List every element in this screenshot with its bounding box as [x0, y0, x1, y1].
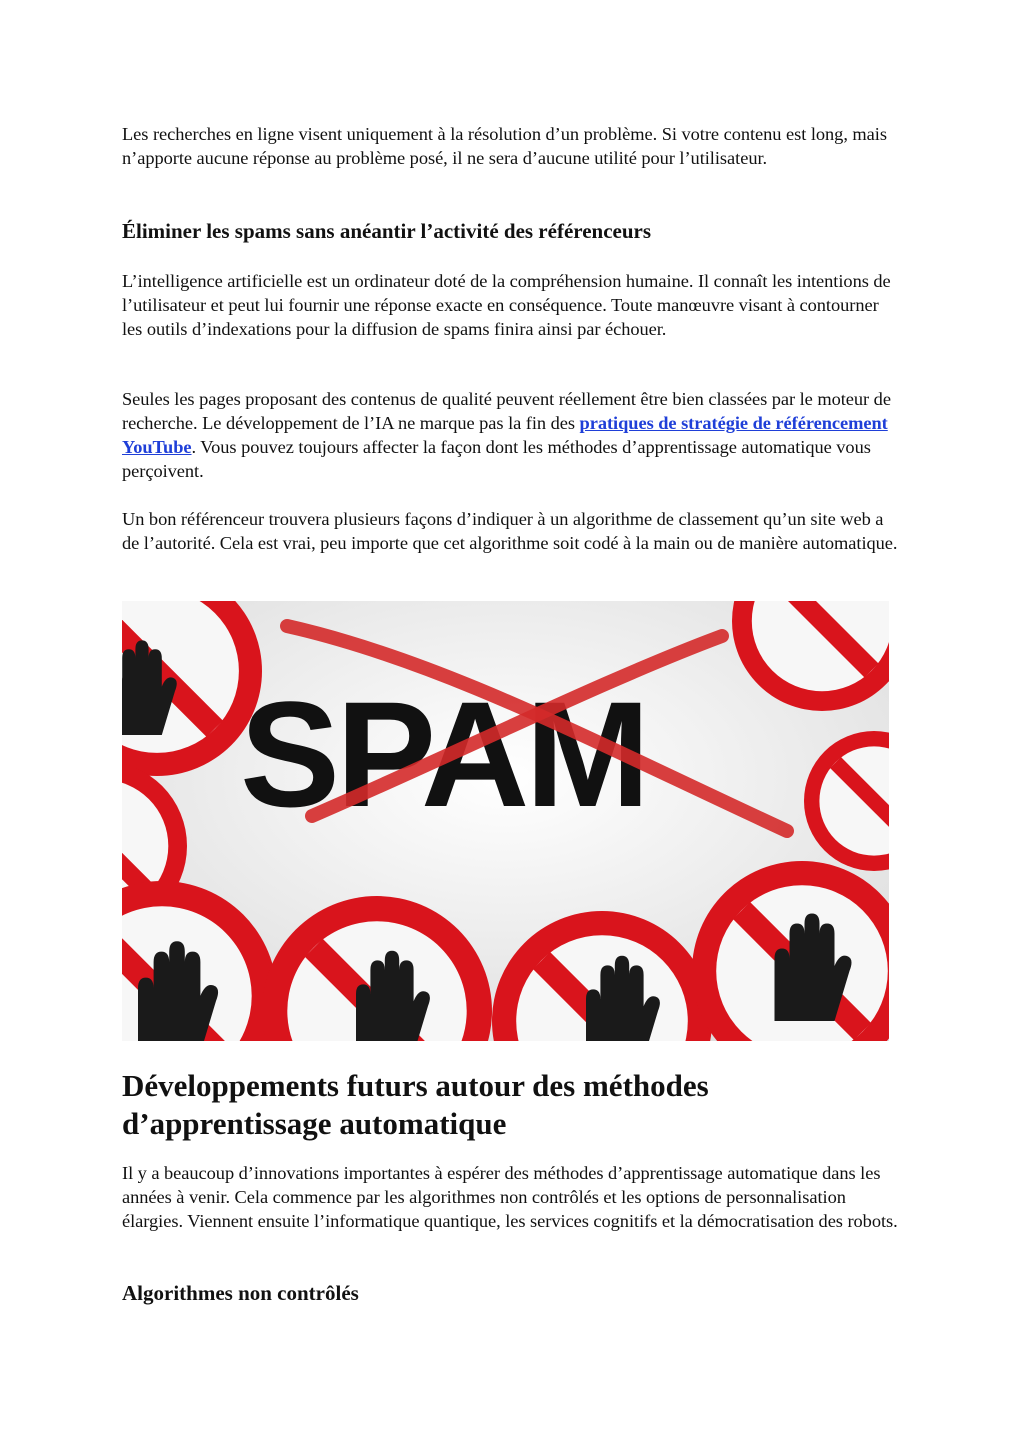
- youtube-seo-link[interactable]: pratiques de stratégie de référencement YouTube: [122, 413, 888, 457]
- paragraph-quality: [122, 387, 902, 483]
- paragraph-intro: Les recherches en ligne visent uniquement à la résolution d’un problème. Si votre contenu est long, mais n’apporte aucune réponse au problème posé, il ne sera d’aucune utilité pour l’utilisateur.: [122, 124, 887, 168]
- paragraph-future: Il y a beaucoup d’innovations importantes à espérer des méthodes d’apprentissage automatique dans les années à venir. Cela commence par les algorithmes non contrôlés et les options de personnalisation élargies. Viennent ensuite l’informatique quantique, les services cognitifs et la démocratisation des robots.: [122, 1163, 898, 1231]
- paragraph-quality-start: Seules les pages proposant des contenus de qualité peuvent réellement être bien classées par le moteur de recherche. Le développement de l’IA ne marque pas la fin des: [122, 389, 891, 433]
- spam-word: SPAM: [240, 670, 647, 838]
- heading-future: Développements futurs autour des méthodes d’apprentissage automatique: [122, 1068, 709, 1141]
- heading-unsupervised: Algorithmes non contrôlés: [122, 1281, 359, 1305]
- spam-illustration: [122, 601, 889, 1041]
- heading-spam: Éliminer les spams sans anéantir l’activité des référenceurs: [122, 219, 652, 243]
- spam-illustration-graphic: [122, 601, 889, 1041]
- paragraph-quality-end: . Vous pouvez toujours affecter la façon dont les méthodes d’apprentissage automatique vous perçoivent.: [122, 437, 871, 481]
- paragraph-ai: L’intelligence artificielle est un ordinateur doté de la compréhension humaine. Il connaît les intentions de l’utilisateur et peut lui fournir une réponse exacte en conséquence. Toute manœuvre visant à contourner les outils d’indexations pour la diffusion de spams finira ainsi par échouer.: [122, 271, 891, 339]
- paragraph-seo: Un bon référenceur trouvera plusieurs façons d’indiquer à un algorithme de classement qu’un site web a de l’autorité. Cela est vrai, peu importe que cet algorithme soit codé à la main ou de manière automatique.: [122, 509, 898, 553]
